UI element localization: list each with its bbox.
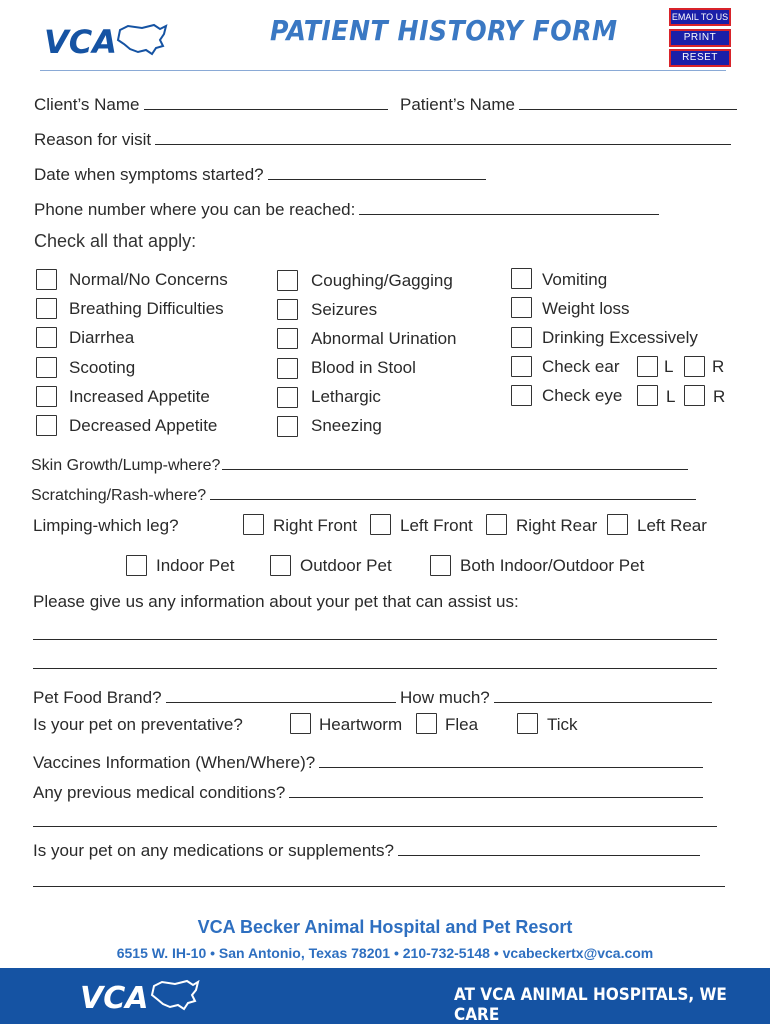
medications-line-2[interactable]	[33, 886, 725, 887]
checkbox-tick[interactable]	[517, 713, 538, 734]
label-blood-in-stool: Blood in Stool	[311, 358, 416, 377]
food-brand-field[interactable]	[166, 685, 396, 703]
info-line-2[interactable]	[33, 668, 717, 669]
vca-logo-footer	[78, 977, 202, 1015]
label-indoor: Indoor Pet	[156, 556, 235, 575]
label-left-front: Left Front	[400, 516, 473, 535]
print-button[interactable]: PRINT	[669, 29, 731, 47]
label-vomiting: Vomiting	[542, 270, 608, 289]
page-title: PATIENT HISTORY FORM	[270, 14, 618, 47]
checkbox-breathing[interactable]	[36, 298, 57, 319]
check-heading: Check all that apply:	[34, 231, 197, 251]
checkbox-ear-left[interactable]	[637, 356, 658, 377]
label-scooting: Scooting	[69, 358, 136, 377]
checkbox-normal[interactable]	[36, 269, 57, 290]
vaccines-row	[33, 750, 703, 773]
patients-name-field[interactable]	[519, 92, 737, 110]
checkbox-indoor[interactable]	[126, 555, 147, 576]
checkbox-heartworm[interactable]	[290, 713, 311, 734]
label-both: Both Indoor/Outdoor Pet	[460, 556, 645, 575]
hospital-name: VCA Becker Animal Hospital and Pet Resort	[197, 917, 573, 937]
date-label: Date when symptoms started?	[34, 165, 264, 184]
food-brand-label: Pet Food Brand?	[33, 688, 162, 707]
patients-name-row	[400, 92, 737, 115]
clients-name-row	[34, 92, 388, 115]
checkbox-blood-in-stool[interactable]	[277, 358, 298, 379]
patients-name-label: Patient’s Name	[400, 95, 515, 114]
label-right-front: Right Front	[273, 516, 358, 535]
info-line-1[interactable]	[33, 639, 717, 640]
checkbox-left-front[interactable]	[370, 514, 391, 535]
label-normal: Normal/No Concerns	[69, 270, 228, 289]
checkbox-right-front[interactable]	[243, 514, 264, 535]
vaccines-label: Vaccines Information (When/Where)?	[33, 753, 316, 772]
skin-growth-label: Skin Growth/Lump-where?	[31, 457, 221, 474]
skin-growth-row	[31, 452, 688, 475]
phone-field[interactable]	[359, 197, 659, 215]
label-lethargic: Lethargic	[311, 387, 381, 406]
limping-label: Limping-which leg?	[33, 516, 179, 535]
hospital-address: 6515 W. IH-10 • San Antonio, Texas 78201 • 210-732-5148 • vcabeckertx@vca.com	[116, 945, 654, 961]
checkbox-diarrhea[interactable]	[36, 327, 57, 348]
vca-logo	[42, 20, 170, 62]
conditions-row	[33, 780, 703, 803]
scratching-field[interactable]	[210, 482, 696, 500]
label-ear-left: L	[664, 357, 674, 376]
food-amount-label: How much?	[400, 688, 490, 707]
label-sneezing: Sneezing	[311, 416, 382, 435]
checkbox-abnormal-urination[interactable]	[277, 328, 298, 349]
info-prompt: Please give us any information about your pet that can assist us:	[33, 592, 519, 611]
food-amount-row	[400, 685, 712, 708]
checkbox-drinking[interactable]	[511, 327, 532, 348]
checkbox-eye-left[interactable]	[637, 385, 658, 406]
label-breathing: Breathing Difficulties	[69, 299, 224, 318]
label-check-ear: Check ear	[542, 357, 620, 376]
header-divider	[40, 70, 726, 71]
label-heartworm: Heartworm	[319, 715, 403, 734]
clients-name-field[interactable]	[144, 92, 388, 110]
label-tick: Tick	[547, 715, 578, 734]
conditions-field[interactable]	[289, 780, 703, 798]
label-diarrhea: Diarrhea	[69, 328, 135, 347]
label-drinking: Drinking Excessively	[542, 328, 698, 347]
footer-tagline: AT VCA ANIMAL HOSPITALS, WE CARE	[454, 985, 727, 1025]
checkbox-ear-right[interactable]	[684, 356, 705, 377]
skin-growth-field[interactable]	[222, 452, 688, 470]
label-increased-appetite: Increased Appetite	[69, 387, 210, 406]
vca-logo-footer-text: VCA	[80, 981, 149, 1015]
us-map-icon	[118, 25, 166, 54]
food-brand-row	[33, 685, 396, 708]
checkbox-vomiting[interactable]	[511, 268, 532, 289]
checkbox-left-rear[interactable]	[607, 514, 628, 535]
scratching-label: Scratching/Rash-where?	[31, 487, 207, 504]
us-map-icon-footer	[152, 981, 198, 1009]
reason-label: Reason for visit	[34, 130, 152, 149]
medications-label: Is your pet on any medications or supplements?	[33, 841, 394, 860]
checkbox-right-rear[interactable]	[486, 514, 507, 535]
checkbox-weight-loss[interactable]	[511, 297, 532, 318]
checkbox-decreased-appetite[interactable]	[36, 415, 57, 436]
vaccines-field[interactable]	[319, 750, 703, 768]
checkbox-eye-right[interactable]	[684, 385, 705, 406]
date-row	[34, 162, 486, 185]
label-flea: Flea	[445, 715, 479, 734]
label-outdoor: Outdoor Pet	[300, 556, 392, 575]
preventative-label: Is your pet on preventative?	[33, 715, 243, 734]
conditions-line-2[interactable]	[33, 826, 717, 827]
label-eye-left: L	[666, 387, 676, 406]
checkbox-check-eye[interactable]	[511, 385, 532, 406]
checkbox-both[interactable]	[430, 555, 451, 576]
label-check-eye: Check eye	[542, 386, 623, 405]
checkbox-outdoor[interactable]	[270, 555, 291, 576]
reason-row	[34, 127, 731, 150]
label-ear-right: R	[712, 357, 725, 376]
label-seizures: Seizures	[311, 300, 378, 319]
label-left-rear: Left Rear	[637, 516, 707, 535]
checkbox-scooting[interactable]	[36, 357, 57, 378]
checkbox-coughing[interactable]	[277, 270, 298, 291]
label-abnormal-urination: Abnormal Urination	[311, 329, 457, 348]
checkbox-seizures[interactable]	[277, 299, 298, 320]
checkbox-check-ear[interactable]	[511, 356, 532, 377]
date-field[interactable]	[268, 162, 486, 180]
conditions-label: Any previous medical conditions?	[33, 783, 286, 802]
checkbox-sneezing[interactable]	[277, 416, 298, 437]
label-right-rear: Right Rear	[516, 516, 598, 535]
scratching-row	[31, 482, 696, 505]
medications-field[interactable]	[398, 838, 700, 856]
clients-name-label: Client’s Name	[34, 95, 140, 114]
label-weight-loss: Weight loss	[542, 299, 630, 318]
phone-label: Phone number where you can be reached:	[34, 200, 356, 219]
checkbox-flea[interactable]	[416, 713, 437, 734]
email-button[interactable]: EMAIL TO US	[669, 8, 731, 26]
phone-row	[34, 197, 659, 220]
medications-row	[33, 838, 700, 861]
checkbox-lethargic[interactable]	[277, 387, 298, 408]
food-amount-field[interactable]	[494, 685, 712, 703]
label-decreased-appetite: Decreased Appetite	[69, 416, 218, 435]
vca-logo-text: VCA	[44, 23, 118, 61]
checkbox-increased-appetite[interactable]	[36, 386, 57, 407]
label-eye-right: R	[713, 387, 726, 406]
reset-button[interactable]: RESET	[669, 49, 731, 67]
reason-field[interactable]	[155, 127, 731, 145]
label-coughing: Coughing/Gagging	[311, 271, 453, 290]
